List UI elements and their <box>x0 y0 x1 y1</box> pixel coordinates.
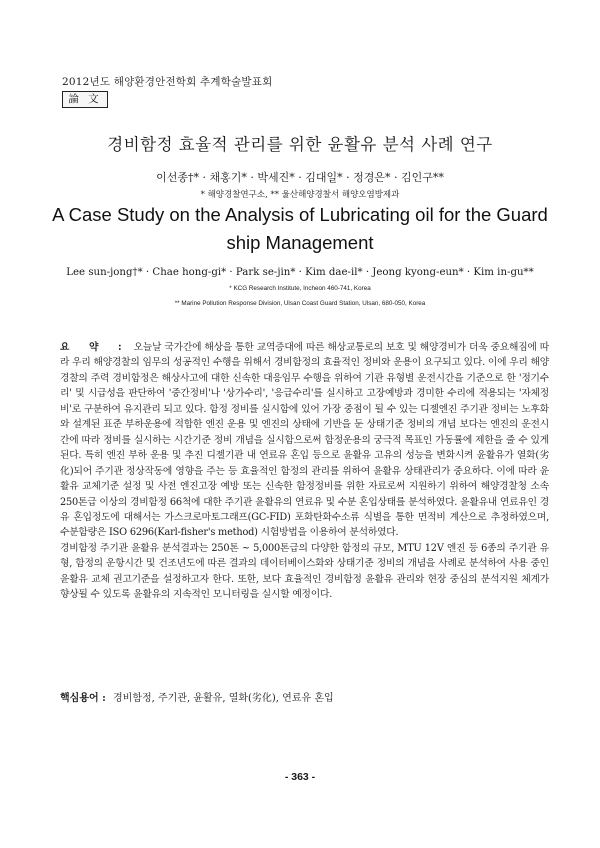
category-badge: 論 文 <box>62 91 108 108</box>
affiliation-english-2: ** Marine Pollution Response Division, Ulsan Coast Guard Station, Ulsan, 680-050, Korea <box>174 300 426 307</box>
affiliation-english-1: * KCG Research Institute, Incheon 460-741, Korea <box>229 285 371 292</box>
page-number: - 363 - <box>284 771 316 783</box>
affiliation-korean: * 해양경찰연구소, ** 울산해양경찰서 해양오염방제과 <box>200 190 400 200</box>
authors-korean: 이선종†* · 채홍기* · 박세진* · 김대일* · 정경은* · 김인구** <box>156 171 444 184</box>
keywords <box>60 689 334 704</box>
abstract-paragraph-2: 경비함정 주기관 윤활유 분석결과는 250톤 ~ 5,000톤급의 다양한 함정의 규모, MTU 12V 엔진 등 6종의 주기관 유형, 함정의 운항시간 및 건조년도에 따른 결과의 데이터베이스화와 상태기준 정비의 개념을 사례로 분석하여 사용 중인 윤활유 교체 권고기준을 설정하고자 한다. 또한, 보다 효율적인 경비함정 윤활유 관리와 현장 중심의 분석지원 체계가 향상될 수 있도록 윤활유의 지속적인 모니터링을 실시할 예정이다. <box>60 542 549 601</box>
keywords-text: 경비함정, 주기관, 윤활유, 열화(劣化), 연료유 혼입 <box>113 693 334 704</box>
paper-title-korean: 경비함정 효율적 관리를 위한 윤활유 분석 사례 연구 <box>107 135 493 154</box>
paper-title-english: A Case Study on the Analysis of Lubricating oil for the Guard ship Management <box>52 204 548 253</box>
abstract-paragraph-1 <box>60 340 549 541</box>
authors-english: Lee sun-jong†* · Chae hong-gi* · Park se-jin* · Kim dae-il* · Jeong kyong-eun* · Kim in-gu** <box>66 267 534 278</box>
abstract-label: 요 약 : <box>60 342 130 353</box>
conference-name: 2012년도 해양환경안전학회 추계학술발표회 <box>62 76 273 88</box>
abstract <box>60 340 549 603</box>
abstract-text-1: 오늘날 국가간에 해상을 통한 교역증대에 따른 해상교통로의 보호 및 해양경비가 더욱 중요해짐에 따라 우리 해양경찰의 임무의 성공적인 수행을 위해서 경비함정의 효율적인 정비와 운용이 요구되고 있다. 이에 우리 해양경찰의 주력 경비함정은 해상사고에 대한 신속한 대응임무 수행을 위하여 기관 유형별 운전시간을 기준으로 한 '정기수리' 및 시급성을 판단하여 '중간정비'나 '상가수리', '응급수리'를 실시하고 고장예방과 경미한 수리에 적용되는 '자체정비'로 구분하여 유지관리 되고 있다. 함정 정비를 실시함에 있어 가장 중점이 될 수 있는 디젤엔진 주기관 정비는 노후화와 설계된 표준 부하운용에 적합한 엔진 운용 및 엔진의 상태에 기반을 둔 상태기준 정비의 개념 보다는 엔진의 운전시간에 따라 정비를 실시하는 시간기준 정비 개념을 실시함으로써 함정운용의 궁극적 목표인 가동률에 제한을 줄 수 있게 된다. 특히 엔진 부하 운용 및 추진 디젤기관 내 연료유 혼입 등으로 윤활유 고유의 성능을 변화시켜 윤활유가 열화(劣化)되어 주기관 정상작동에 영향을 주는 등 효율적인 함정의 관리를 위하여 윤활유 상태관리가 중요하다. 이에 따라 윤활유 교체기준 설정 및 사전 엔진고장 예방 또는 신속한 함정정비를 위한 자료로써 지원하기 위하여 해양경찰청 소속 250톤급 이상의 경비함정 66척에 대한 주기관 윤활유의 연료유 및 수분 혼입상태를 분석하였다. 윤활유내 연료유인 경유 혼입정도에 대해서는 가스크로마토그래프(GC-FID) 포화탄화수소류 식별을 통한 면적비 계산으로 추정하였으며, 수분함량은 ISO 6296(Karl-fisher's method) 시험방법을 이용하여 분석하였다. <box>60 342 549 539</box>
keywords-label: 핵심용어 : <box>60 693 106 704</box>
